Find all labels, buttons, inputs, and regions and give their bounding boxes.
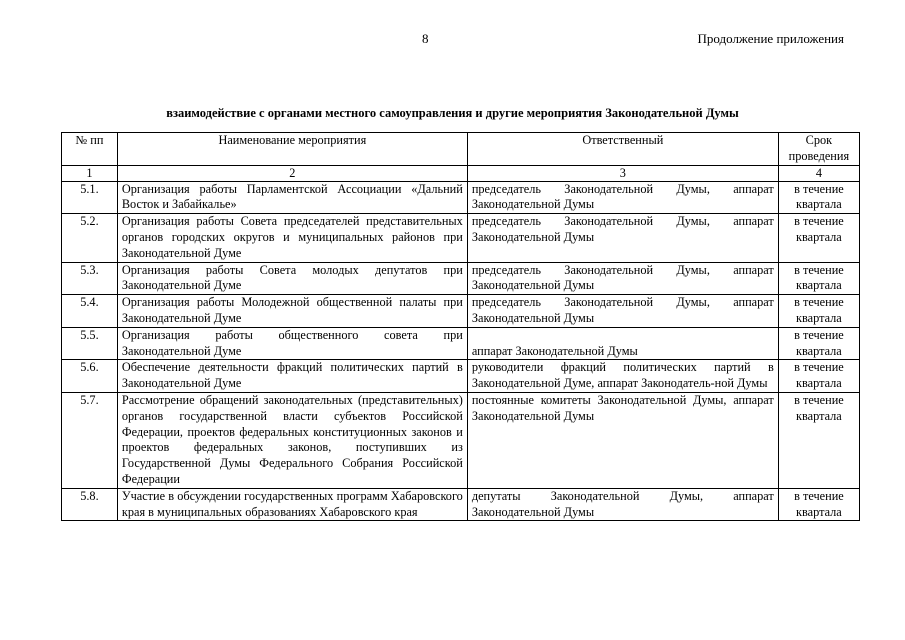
row-deadline: в течение квартала [778, 392, 859, 488]
row-name: Организация работы Совета председателей представительных органов городских округов и муниципальных районов при Законодательной Думе [117, 214, 467, 262]
row-deadline: в течение квартала [778, 488, 859, 521]
row-responsible: аппарат Законодательной Думы [467, 327, 778, 360]
column-numbers-row [62, 165, 860, 181]
row-name: Организация работы общественного совета при Законодательной Думе [117, 327, 467, 360]
row-responsible: руководители фракций политических партий в Законодательной Думе, аппарат Законодатель-ной Думы [467, 360, 778, 393]
row-num: 5.8. [62, 488, 118, 521]
row-responsible: постоянные комитеты Законодательной Думы, аппарат Законодательной Думы [467, 392, 778, 488]
row-responsible: председатель Законодательной Думы, аппарат Законодательной Думы [467, 295, 778, 328]
table-row [62, 214, 860, 262]
row-deadline: в течение квартала [778, 262, 859, 295]
column-number: 4 [778, 165, 859, 181]
row-deadline: в течение квартала [778, 327, 859, 360]
row-num: 5.5. [62, 327, 118, 360]
row-responsible: председатель Законодательной Думы, аппарат Законодательной Думы [467, 181, 778, 214]
header-name: Наименование мероприятия [117, 133, 467, 166]
row-num: 5.6. [62, 360, 118, 393]
row-deadline: в течение квартала [778, 181, 859, 214]
table-row [62, 488, 860, 521]
column-number: 3 [467, 165, 778, 181]
row-deadline: в течение квартала [778, 360, 859, 393]
row-deadline: в течение квартала [778, 214, 859, 262]
row-name: Организация работы Совета молодых депутатов при Законодательной Думе [117, 262, 467, 295]
header-responsible: Ответственный [467, 133, 778, 166]
row-responsible: председатель Законодательной Думы, аппарат Законодательной Думы [467, 262, 778, 295]
section-title: взаимодействие с органами местного самоуправления и другие мероприятия Законодательной Думы [166, 106, 739, 120]
row-deadline: в течение квартала [778, 295, 859, 328]
table-row [62, 295, 860, 328]
row-responsible: председатель Законодательной Думы, аппарат Законодательной Думы [467, 214, 778, 262]
table-row [62, 262, 860, 295]
row-name: Организация работы Парламентской Ассоциации «Дальний Восток и Забайкалье» [117, 181, 467, 214]
row-name: Рассмотрение обращений законодательных (представительных) органов государственной власти субъектов Российской Федерации, проектов федеральных конституционных законов и проектов федеральных законов, поступивших из Государственной Думы Федерального Собрания Российской Федерации [117, 392, 467, 488]
header-deadline: Срок проведения [778, 133, 859, 166]
page-number: 8 [422, 31, 429, 46]
header-num: № пп [62, 133, 118, 166]
table-header-row [62, 133, 860, 166]
row-responsible: депутаты Законодательной Думы, аппарат Законодательной Думы [467, 488, 778, 521]
row-name: Обеспечение деятельности фракций политических партий в Законодательной Думе [117, 360, 467, 393]
row-num: 5.4. [62, 295, 118, 328]
table-row [62, 181, 860, 214]
continuation-label: Продолжение приложения [697, 31, 844, 46]
events-table [61, 132, 860, 521]
row-num: 5.1. [62, 181, 118, 214]
column-number: 2 [117, 165, 467, 181]
table-row [62, 392, 860, 488]
row-num: 5.2. [62, 214, 118, 262]
table-row [62, 360, 860, 393]
row-name: Организация работы Молодежной общественной палаты при Законодательной Думе [117, 295, 467, 328]
table-row [62, 327, 860, 360]
row-name: Участие в обсуждении государственных программ Хабаровского края в муниципальных образованиях Хабаровского края [117, 488, 467, 521]
column-number: 1 [62, 165, 118, 181]
row-num: 5.7. [62, 392, 118, 488]
row-num: 5.3. [62, 262, 118, 295]
